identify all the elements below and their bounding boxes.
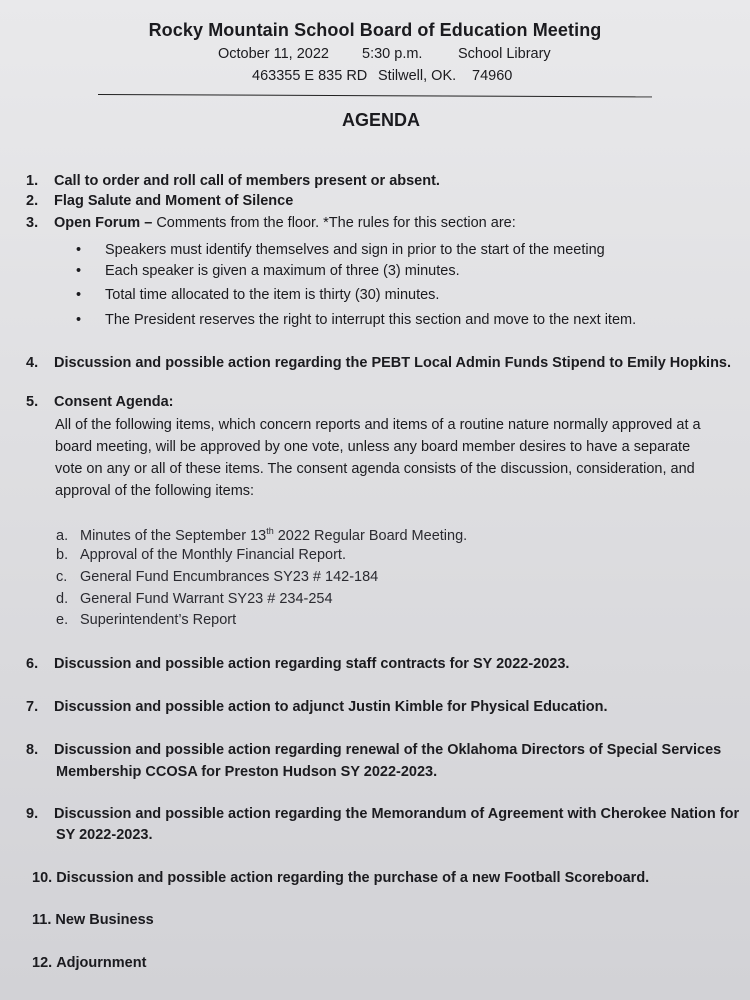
agenda-item-4 (26, 355, 731, 371)
item-number: 10. (32, 870, 53, 886)
item-number: 4. (26, 355, 39, 371)
agenda-item-3 (26, 215, 516, 231)
item-text: Discussion and possible action regarding the Memorandum of Agreement with Cherokee Nation for (54, 806, 740, 822)
item-text: Flag Salute and Moment of Silence (54, 193, 294, 209)
meeting-address: 463355 E 835 RD (252, 68, 368, 84)
agenda-item-9-continued: SY 2022-2023. (56, 827, 153, 843)
agenda-item-2 (26, 193, 293, 209)
item-text: Call to order and roll call of members present or absent. (54, 173, 440, 189)
header-divider (98, 94, 652, 97)
agenda-item-6 (26, 656, 569, 672)
consent-item-c: c. General Fund Encumbrances SY23 # 142-184 (56, 569, 379, 585)
consent-item-a: a. Minutes of the September 13th 2022 Regular Board Meeting. (56, 526, 468, 544)
item-number: 6. (26, 656, 39, 672)
consent-item-e: e. Superintendent’s Report (56, 612, 237, 628)
agenda-item-7 (26, 699, 608, 715)
agenda-item-9 (26, 806, 739, 822)
forum-rule: • Each speaker is given a maximum of three (3) minutes. (76, 263, 460, 279)
item-text: Discussion and possible action regarding the PEBT Local Admin Funds Stipend to Emily Hopkins. (54, 355, 732, 371)
consent-item-b: b. Approval of the Monthly Financial Report. (56, 547, 346, 563)
item-number: 3. (26, 215, 39, 231)
meeting-time: 5:30 p.m. (362, 46, 423, 62)
meeting-date: October 11, 2022 (218, 46, 329, 62)
item-number: 5. (26, 394, 39, 410)
consent-description: All of the following items, which concern reports and items of a routine nature normally approved at a board meeting, will be approved by one vote, unless any board member desires to have a separate vote on any or all of these items. The consent agenda consists of the discussion, consideration, and approval of the following items: (55, 417, 701, 499)
agenda-item-12 (32, 955, 146, 971)
agenda-item-11 (32, 912, 154, 928)
agenda-heading: AGENDA (341, 110, 420, 130)
item-text: New Business (55, 912, 154, 928)
item-label: Open Forum – (54, 215, 153, 231)
agenda-item-10 (32, 870, 649, 886)
forum-rule: • Total time allocated to the item is thirty (30) minutes. (76, 287, 440, 303)
agenda-item-5 (26, 394, 174, 410)
meeting-title: Rocky Mountain School Board of Education Meeting (148, 20, 602, 40)
item-text: Discussion and possible action regarding the purchase of a new Football Scoreboard. (56, 870, 650, 886)
forum-rule: • The President reserves the right to interrupt this section and move to the next item. (76, 312, 637, 328)
item-text: Discussion and possible action regarding renewal of the Oklahoma Directors of Special Services (54, 742, 722, 758)
item-number: 8. (26, 742, 39, 758)
item-text: Comments from the floor. *The rules for this section are: (152, 215, 516, 231)
agenda-item-8 (26, 742, 721, 758)
item-number: 12. (32, 955, 53, 971)
consent-item-d: d. General Fund Warrant SY23 # 234-254 (56, 591, 333, 607)
meeting-zip: 74960 (472, 68, 513, 84)
item-text: Consent Agenda: (54, 394, 174, 410)
item-number: 9. (26, 806, 39, 822)
item-text: Discussion and possible action to adjunct Justin Kimble for Physical Education. (54, 699, 608, 715)
item-number: 1. (26, 173, 39, 189)
item-number: 11. (32, 912, 52, 928)
item-number: 2. (26, 193, 39, 209)
meeting-city: Stilwell, OK. (378, 68, 457, 84)
item-number: 7. (26, 699, 39, 715)
meeting-location: School Library (458, 46, 551, 62)
agenda-item-1 (26, 173, 440, 189)
item-text: Adjournment (56, 955, 147, 971)
forum-rule: • Speakers must identify themselves and sign in prior to the start of the meeting (76, 242, 605, 258)
agenda-item-8-continued: Membership CCOSA for Preston Hudson SY 2022-2023. (56, 764, 438, 780)
item-text: Discussion and possible action regarding staff contracts for SY 2022-2023. (54, 656, 570, 672)
